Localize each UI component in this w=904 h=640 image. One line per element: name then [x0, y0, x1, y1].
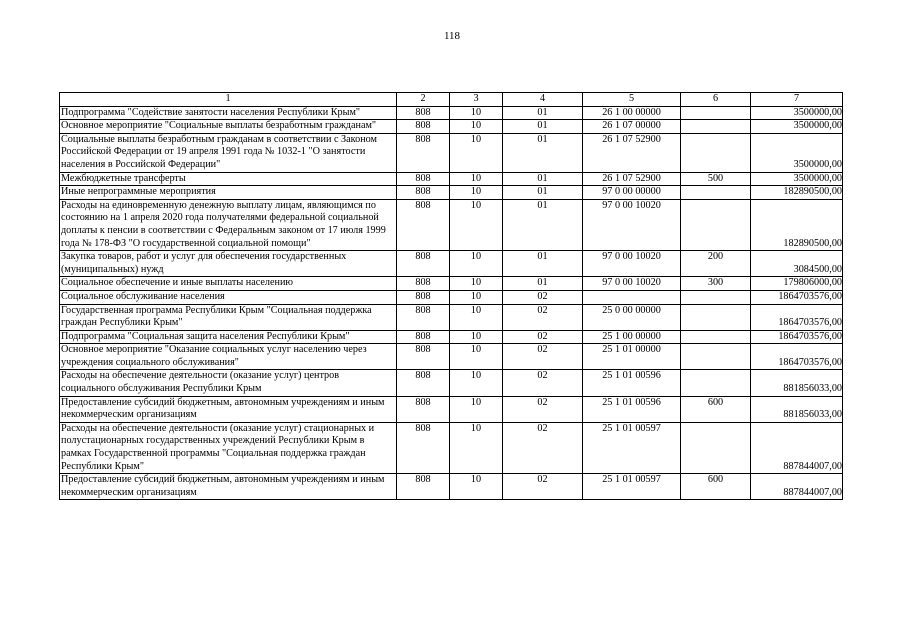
cell-amount: 3084500,00: [751, 251, 843, 277]
cell-amount: 3500000,00: [751, 120, 843, 134]
cell-name: Межбюджетные трансферты: [60, 172, 397, 186]
cell-name: Расходы на обеспечение деятельности (оказание услуг) центров социального обслуживания Республики Крым: [60, 370, 397, 396]
cell-ministry-code: 808: [397, 172, 450, 186]
cell-amount: 887844007,00: [751, 474, 843, 500]
header-cell: 5: [583, 93, 681, 107]
cell-name: Расходы на обеспечение деятельности (оказание услуг) стационарных и полустационарных государственных учреждений Республики Крым в рамках Государственной программы "Социальная поддержка граждан Республики Крым": [60, 422, 397, 473]
table-row: [60, 330, 843, 344]
cell-section: 10: [450, 120, 503, 134]
cell-name: Социальные выплаты безработным гражданам в соответствии с Законом Российской Федерации от 19 апреля 1991 года № 1032-1 "О занятости населения в Российской Федерации": [60, 133, 397, 172]
cell-target-article: 97 0 00 10020: [583, 199, 681, 250]
cell-target-article: 26 1 00 00000: [583, 106, 681, 120]
cell-ministry-code: 808: [397, 330, 450, 344]
cell-target-article: 97 0 00 10020: [583, 277, 681, 291]
header-cell: 2: [397, 93, 450, 107]
table-row: [60, 344, 843, 370]
cell-amount: 182890500,00: [751, 199, 843, 250]
cell-name: Основное мероприятие "Социальные выплаты безработным гражданам": [60, 120, 397, 134]
cell-expense-type: [681, 133, 751, 172]
cell-section: 10: [450, 199, 503, 250]
cell-subsection: 01: [503, 251, 583, 277]
cell-section: 10: [450, 422, 503, 473]
cell-target-article: 26 1 07 52900: [583, 133, 681, 172]
table-row: [60, 277, 843, 291]
cell-ministry-code: 808: [397, 106, 450, 120]
cell-subsection: 02: [503, 422, 583, 473]
cell-expense-type: [681, 304, 751, 330]
cell-expense-type: [681, 330, 751, 344]
header-cell: 3: [450, 93, 503, 107]
cell-subsection: 01: [503, 172, 583, 186]
cell-target-article: 25 1 01 00596: [583, 396, 681, 422]
cell-target-article: 97 0 00 10020: [583, 251, 681, 277]
table-row: [60, 304, 843, 330]
cell-expense-type: [681, 422, 751, 473]
cell-amount: 887844007,00: [751, 422, 843, 473]
cell-section: 10: [450, 474, 503, 500]
cell-amount: 1864703576,00: [751, 304, 843, 330]
cell-expense-type: 600: [681, 396, 751, 422]
cell-target-article: 25 1 01 00597: [583, 422, 681, 473]
cell-target-article: [583, 290, 681, 304]
table-row: [60, 396, 843, 422]
cell-name: Закупка товаров, работ и услуг для обеспечения государственных (муниципальных) нужд: [60, 251, 397, 277]
cell-subsection: 02: [503, 330, 583, 344]
table-row: [60, 290, 843, 304]
cell-section: 10: [450, 290, 503, 304]
cell-amount: 3500000,00: [751, 133, 843, 172]
cell-section: 10: [450, 370, 503, 396]
cell-expense-type: 200: [681, 251, 751, 277]
cell-amount: 881856033,00: [751, 396, 843, 422]
cell-expense-type: [681, 370, 751, 396]
cell-ministry-code: 808: [397, 290, 450, 304]
cell-ministry-code: 808: [397, 344, 450, 370]
table-row: [60, 133, 843, 172]
cell-section: 10: [450, 396, 503, 422]
cell-name: Предоставление субсидий бюджетным, автономным учреждениям и иным некоммерческим организациям: [60, 396, 397, 422]
cell-name: Расходы на единовременную денежную выплату лицам, являющимся по состоянию на 1 апреля 2020 года получателями федеральной социальной доплаты к пенсии в соответствии с Федеральным законом от 17 июля 1999 года № 178-ФЗ "О государственной социальной помощи": [60, 199, 397, 250]
cell-expense-type: 500: [681, 172, 751, 186]
cell-ministry-code: 808: [397, 474, 450, 500]
cell-expense-type: [681, 199, 751, 250]
cell-section: 10: [450, 186, 503, 200]
table-row: [60, 370, 843, 396]
header-cell: 1: [60, 93, 397, 107]
cell-name: Подпрограмма "Социальная защита населения Республики Крым": [60, 330, 397, 344]
cell-name: Социальное обслуживание населения: [60, 290, 397, 304]
cell-amount: 3500000,00: [751, 172, 843, 186]
cell-target-article: 25 1 00 00000: [583, 330, 681, 344]
cell-amount: 182890500,00: [751, 186, 843, 200]
cell-target-article: 26 1 07 00000: [583, 120, 681, 134]
cell-expense-type: [681, 344, 751, 370]
cell-amount: 1864703576,00: [751, 290, 843, 304]
cell-ministry-code: 808: [397, 396, 450, 422]
cell-expense-type: [681, 120, 751, 134]
cell-name: Государственная программа Республики Крым "Социальная поддержка граждан Республики Крым": [60, 304, 397, 330]
cell-subsection: 02: [503, 304, 583, 330]
cell-ministry-code: 808: [397, 186, 450, 200]
cell-section: 10: [450, 304, 503, 330]
cell-target-article: 97 0 00 00000: [583, 186, 681, 200]
cell-expense-type: [681, 186, 751, 200]
cell-subsection: 01: [503, 186, 583, 200]
cell-subsection: 01: [503, 199, 583, 250]
header-cell: 7: [751, 93, 843, 107]
header-row: [60, 93, 843, 107]
cell-name: Основное мероприятие "Оказание социальных услуг населению через учреждения социального обслуживания": [60, 344, 397, 370]
cell-amount: 881856033,00: [751, 370, 843, 396]
cell-target-article: 26 1 07 52900: [583, 172, 681, 186]
cell-section: 10: [450, 106, 503, 120]
page-number: 118: [443, 30, 461, 42]
cell-subsection: 01: [503, 106, 583, 120]
cell-ministry-code: 808: [397, 277, 450, 291]
cell-subsection: 02: [503, 344, 583, 370]
cell-ministry-code: 808: [397, 133, 450, 172]
cell-ministry-code: 808: [397, 251, 450, 277]
cell-subsection: 01: [503, 133, 583, 172]
cell-ministry-code: 808: [397, 120, 450, 134]
header-cell: 6: [681, 93, 751, 107]
table-body: [60, 106, 843, 500]
table-row: [60, 251, 843, 277]
cell-ministry-code: 808: [397, 422, 450, 473]
cell-section: 10: [450, 277, 503, 291]
cell-amount: 1864703576,00: [751, 344, 843, 370]
cell-expense-type: 600: [681, 474, 751, 500]
cell-section: 10: [450, 330, 503, 344]
cell-section: 10: [450, 344, 503, 370]
cell-name: Предоставление субсидий бюджетным, автономным учреждениям и иным некоммерческим организациям: [60, 474, 397, 500]
table-row: [60, 186, 843, 200]
table-row: [60, 474, 843, 500]
budget-table: [59, 92, 843, 500]
table-row: [60, 106, 843, 120]
header-cell: 4: [503, 93, 583, 107]
cell-subsection: 01: [503, 277, 583, 291]
cell-expense-type: 300: [681, 277, 751, 291]
table-row: [60, 199, 843, 250]
cell-amount: 3500000,00: [751, 106, 843, 120]
cell-section: 10: [450, 251, 503, 277]
cell-subsection: 02: [503, 396, 583, 422]
cell-target-article: 25 1 01 00000: [583, 344, 681, 370]
cell-section: 10: [450, 133, 503, 172]
cell-target-article: 25 0 00 00000: [583, 304, 681, 330]
cell-target-article: 25 1 01 00596: [583, 370, 681, 396]
table-row: [60, 422, 843, 473]
cell-name: Подпрограмма "Содействие занятости населения Республики Крым": [60, 106, 397, 120]
table-row: [60, 120, 843, 134]
cell-expense-type: [681, 290, 751, 304]
cell-subsection: 02: [503, 474, 583, 500]
cell-name: Социальное обеспечение и иные выплаты населению: [60, 277, 397, 291]
cell-ministry-code: 808: [397, 370, 450, 396]
cell-subsection: 01: [503, 120, 583, 134]
cell-ministry-code: 808: [397, 199, 450, 250]
cell-subsection: 02: [503, 290, 583, 304]
table-row: [60, 172, 843, 186]
cell-expense-type: [681, 106, 751, 120]
cell-amount: 1864703576,00: [751, 330, 843, 344]
cell-section: 10: [450, 172, 503, 186]
cell-name: Иные непрограммные мероприятия: [60, 186, 397, 200]
cell-subsection: 02: [503, 370, 583, 396]
cell-target-article: 25 1 01 00597: [583, 474, 681, 500]
cell-amount: 179806000,00: [751, 277, 843, 291]
cell-ministry-code: 808: [397, 304, 450, 330]
